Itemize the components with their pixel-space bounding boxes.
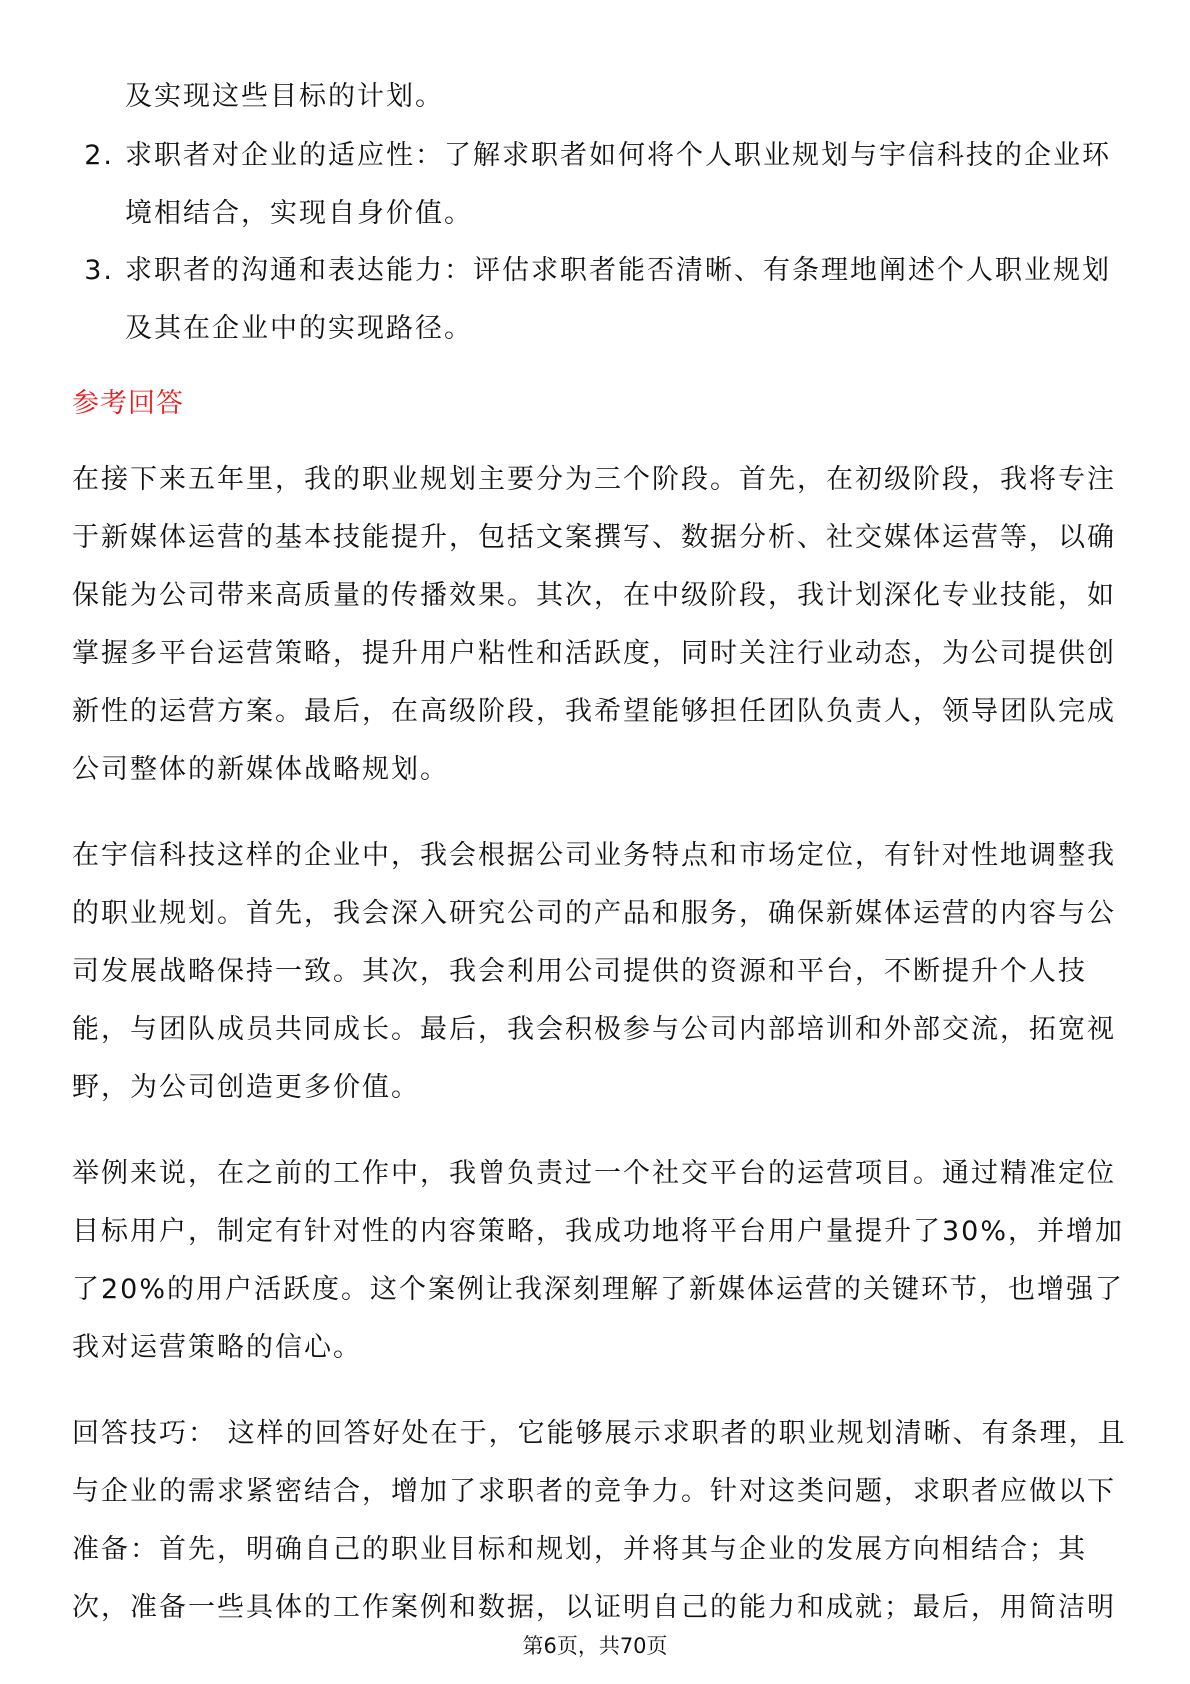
- list-line: 境相结合，实现自身价值。: [125, 198, 473, 229]
- list-continuation: [72, 68, 1132, 126]
- answer-tips: [72, 1405, 1132, 1637]
- list-number: 3.: [84, 255, 114, 286]
- paragraph-line: 在宇信科技这样的企业中，我会根据公司业务特点和市场定位，有针对性地调整我: [72, 840, 1116, 871]
- paragraph-line: 回答技巧： 这样的回答好处在于，它能够展示求职者的职业规划清晰、有条理，且: [72, 1418, 1127, 1449]
- paragraph-line: 与企业的需求紧密结合，增加了求职者的竞争力。针对这类问题，求职者应做以下: [72, 1476, 1116, 1507]
- paragraph-line: 于新媒体运营的基本技能提升，包括文案撰写、数据分析、社交媒体运营等，以确: [72, 522, 1116, 553]
- paragraph-2: [72, 827, 1132, 1117]
- paragraph-1: [72, 451, 1132, 799]
- list-item-3: [72, 242, 1132, 358]
- paragraph-line: 目标用户，制定有针对性的内容策略，我成功地将平台用户量提升了30%，并增加: [72, 1216, 1125, 1247]
- paragraph-line: 我对运营策略的信心。: [72, 1332, 362, 1363]
- list-line: 及其在企业中的实现路径。: [125, 313, 473, 344]
- paragraph-line: 新性的运营方案。最后，在高级阶段，我希望能够担任团队负责人，领导团队完成: [72, 696, 1116, 727]
- paragraph-line: 司发展战略保持一致。其次，我会利用公司提供的资源和平台，不断提升个人技: [72, 956, 1087, 987]
- paragraph-line: 了20%的用户活跃度。这个案例让我深刻理解了新媒体运营的关键环节，也增强了: [72, 1274, 1125, 1305]
- list-number: 2.: [84, 140, 114, 171]
- paragraph-line: 次，准备一些具体的工作案例和数据，以证明自己的能力和成就；最后，用简洁明: [72, 1592, 1116, 1623]
- list-item-2: [72, 127, 1132, 243]
- list-line: 求职者对企业的适应性：了解求职者如何将个人职业规划与宇信科技的企业环: [125, 140, 1111, 171]
- section-heading: 参考回答: [72, 388, 184, 419]
- paragraph-line: 在接下来五年里，我的职业规划主要分为三个阶段。首先，在初级阶段，我将专注: [72, 464, 1116, 495]
- paragraph-line: 举例来说，在之前的工作中，我曾负责过一个社交平台的运营项目。通过精准定位: [72, 1158, 1116, 1189]
- list-line: 及实现这些目标的计划。: [125, 81, 444, 112]
- paragraph-line: 野，为公司创造更多价值。: [72, 1072, 420, 1103]
- paragraph-line: 保能为公司带来高质量的传播效果。其次，在中级阶段，我计划深化专业技能，如: [72, 580, 1116, 611]
- paragraph-line: 准备：首先，明确自己的职业目标和规划，并将其与企业的发展方向相结合；其: [72, 1534, 1087, 1565]
- paragraph-line: 掌握多平台运营策略，提升用户粘性和活跃度，同时关注行业动态，为公司提供创: [72, 638, 1116, 669]
- list-line: 求职者的沟通和表达能力：评估求职者能否清晰、有条理地阐述个人职业规划: [125, 255, 1111, 286]
- page-number: 第6页，共70页: [522, 1634, 668, 1658]
- paragraph-line: 的职业规划。首先，我会深入研究公司的产品和服务，确保新媒体运营的内容与公: [72, 898, 1116, 929]
- paragraph-3: [72, 1145, 1132, 1377]
- paragraph-line: 公司整体的新媒体战略规划。: [72, 754, 449, 785]
- paragraph-line: 能，与团队成员共同成长。最后，我会积极参与公司内部培训和外部交流，拓宽视: [72, 1014, 1116, 1045]
